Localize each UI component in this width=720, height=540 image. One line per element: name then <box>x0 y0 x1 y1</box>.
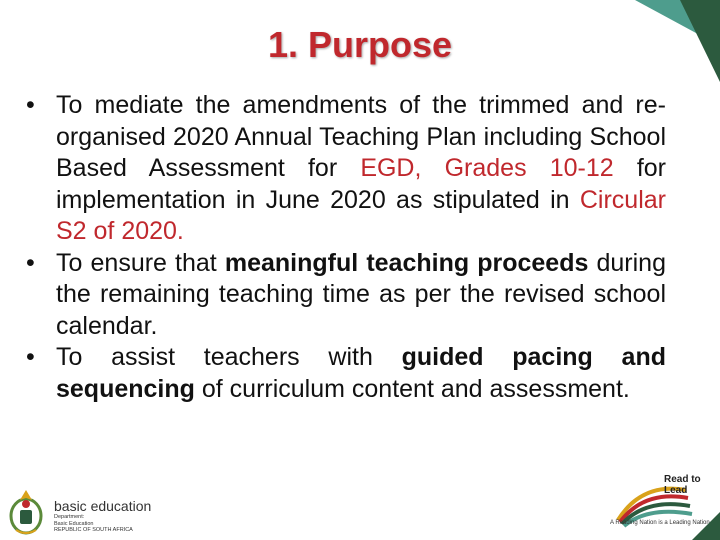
bullet-item <box>20 248 666 343</box>
corner-decoration-bottom-right <box>680 500 720 540</box>
bullet-text: To mediate the amendments of the trimmed and re-organised 2020 Annual Teaching Plan including School Based Assessment for <box>56 91 666 182</box>
campaign-tagline: A Reading Nation is a Leading Nation <box>610 520 710 526</box>
bullet-text: To ensure that <box>56 248 225 277</box>
bullet-list <box>20 90 666 405</box>
department-line: Department: <box>54 514 85 520</box>
bullet-text: To assist teachers with <box>56 343 402 371</box>
bullet-marker: • <box>26 91 35 119</box>
bullet-item <box>20 90 666 248</box>
bullet-text: during the remaining teaching time as per the revised school calendar. <box>56 248 666 340</box>
brand-name: basic education <box>54 498 152 514</box>
bullet-text: for implementation in June 2020 as stipulated in <box>56 154 667 214</box>
bullet-marker: • <box>26 343 35 371</box>
bold-text: guided pacing and sequencing <box>56 343 667 403</box>
bullet-item <box>20 342 666 405</box>
campaign-title: Read to Lead <box>664 474 701 496</box>
highlight-text: EGD, Grades 10-12 <box>360 154 614 182</box>
bullet-marker: • <box>26 248 35 277</box>
department-line: REPUBLIC OF SOUTH AFRICA <box>54 527 133 533</box>
department-text <box>54 514 133 534</box>
highlight-text: Circular S2 of 2020. <box>56 185 666 245</box>
sa-coat-of-arms-icon <box>4 486 48 538</box>
bullet-text: of curriculum content and assessment. <box>194 374 630 403</box>
department-line: Basic Education <box>54 520 94 527</box>
basic-education-logo <box>0 480 200 540</box>
bold-text: meaningful teaching proceeds <box>224 248 589 277</box>
slide-title: 1. Purpose <box>267 24 453 65</box>
